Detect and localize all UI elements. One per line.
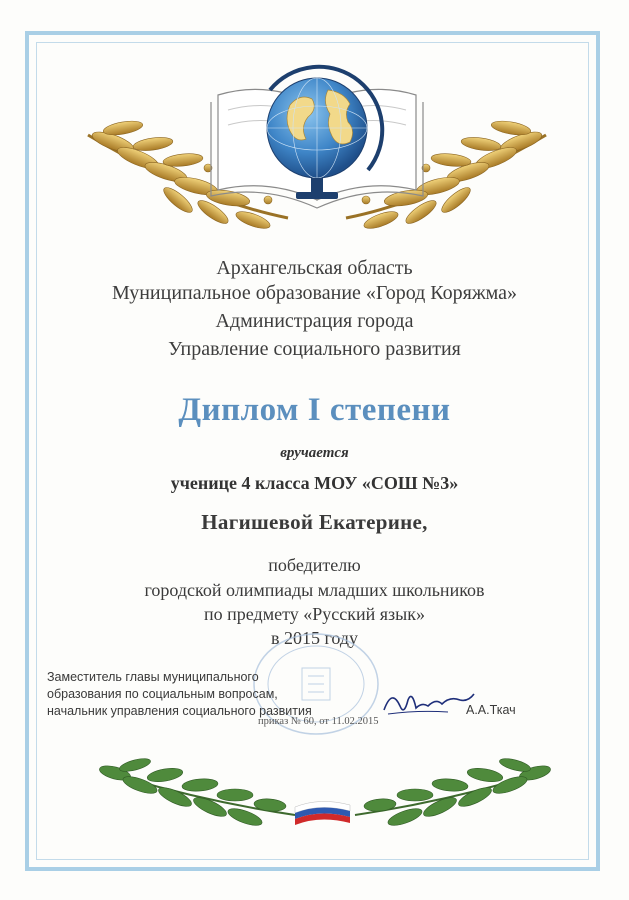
year-line: в 2015 году [270, 628, 359, 648]
signer-name: А.А.Ткач [466, 703, 516, 717]
laurel-branches-flag-icon [95, 745, 555, 845]
signer-title [47, 669, 347, 720]
header-region: Архангельская область [216, 257, 413, 279]
winner-label: победителю [268, 555, 361, 575]
signer-line-3: начальник управления социального развития [47, 704, 312, 718]
olympiad-name: городской олимпиады младших школьников [144, 580, 485, 600]
signer-line-2: образования по социальным вопросам, [47, 687, 278, 701]
subject-name: по предмету «Русский язык» [204, 604, 425, 624]
signature-icon [378, 680, 478, 725]
order-reference: приказ № 60, от 11.02.2015 [258, 716, 379, 727]
diploma-title: Диплом I степени [178, 392, 451, 428]
student-class: ученице 4 класса МОУ «СОШ №3» [170, 473, 459, 493]
globe-book-laurel-icon [78, 50, 556, 240]
header-administration: Администрация города [215, 310, 414, 332]
awarded-label: вручается [280, 445, 349, 461]
header-municipality: Муниципальное образование «Город Коряжма» [111, 282, 518, 304]
header-department: Управление социального развития [168, 338, 461, 360]
recipient-name: Нагишевой Екатерине, [201, 510, 428, 534]
signer-line-1: Заместитель главы муниципального [47, 670, 259, 684]
